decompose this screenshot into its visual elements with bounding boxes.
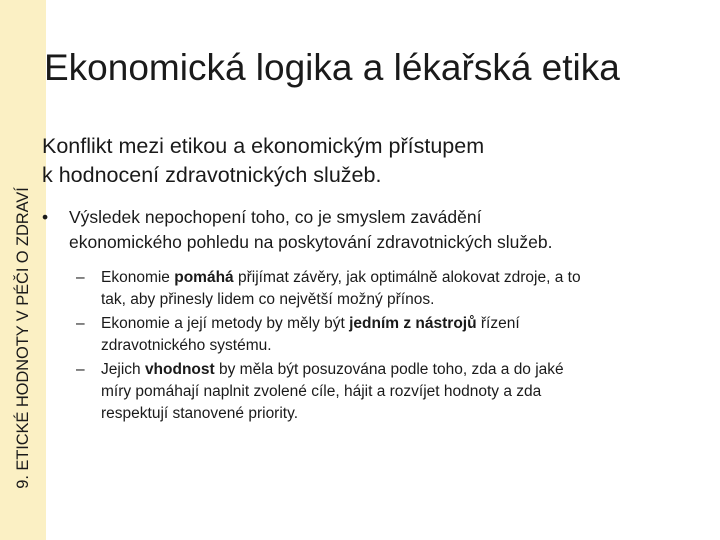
- emphasis-text: vhodnost: [144, 361, 215, 378]
- sub-item-line: tak, aby přinesly lidem co největší možný přínos.: [101, 291, 435, 308]
- sub-item: [76, 267, 700, 311]
- sub-list: [76, 267, 700, 427]
- bullet-line-2: ekonomického pohledu na poskytování zdravotnických služeb.: [69, 232, 553, 252]
- intro-text: [42, 132, 682, 190]
- text-run: přijímat závěry, jak optimálně alokovat zdroje, a to: [233, 269, 581, 286]
- bullet-line-1: Výsledek nepochopení toho, co je smyslem zavádění: [69, 207, 482, 227]
- text-run: Ekonomie a její metody by měly být: [101, 315, 350, 332]
- sub-item: [76, 313, 700, 357]
- sub-item-line: zdravotnického systému.: [101, 337, 272, 354]
- intro-line-1: Konflikt mezi etikou a ekonomickým přístupem: [42, 134, 485, 158]
- sub-marker: –: [76, 361, 85, 378]
- sub-marker: –: [76, 269, 85, 286]
- text-run: by měla být posuzována podle toho, zda a do jaké: [214, 361, 564, 378]
- slide-title: Ekonomická logika a lékařská etika: [44, 47, 620, 88]
- intro-line-2: k hodnocení zdravotnických služeb.: [42, 163, 382, 187]
- text-run: Jejich: [101, 361, 145, 378]
- emphasis-text: pomáhá: [174, 269, 234, 286]
- sub-marker: –: [76, 315, 85, 332]
- text-run: řízení: [476, 315, 520, 332]
- sub-item-line: [101, 267, 700, 289]
- bullet-text: [69, 205, 710, 255]
- text-run: Ekonomie: [101, 269, 175, 286]
- sub-item-line: míry pomáhají naplnit zvolené cíle, hájit a rozvíjet hodnoty a zda: [101, 383, 542, 400]
- sub-item-line: [101, 359, 700, 381]
- emphasis-text: jedním z nástrojů: [349, 315, 477, 332]
- sub-item-line: respektují stanovené priority.: [101, 405, 299, 422]
- section-label: 9. ETICKÉ HODNOTY V PÉČI O ZDRAVÍ: [14, 187, 32, 489]
- sub-item: [76, 359, 700, 425]
- bullet-item: [42, 205, 710, 255]
- sub-item-line: [101, 313, 700, 335]
- bullet-marker: •: [42, 207, 49, 227]
- side-band: [0, 0, 46, 540]
